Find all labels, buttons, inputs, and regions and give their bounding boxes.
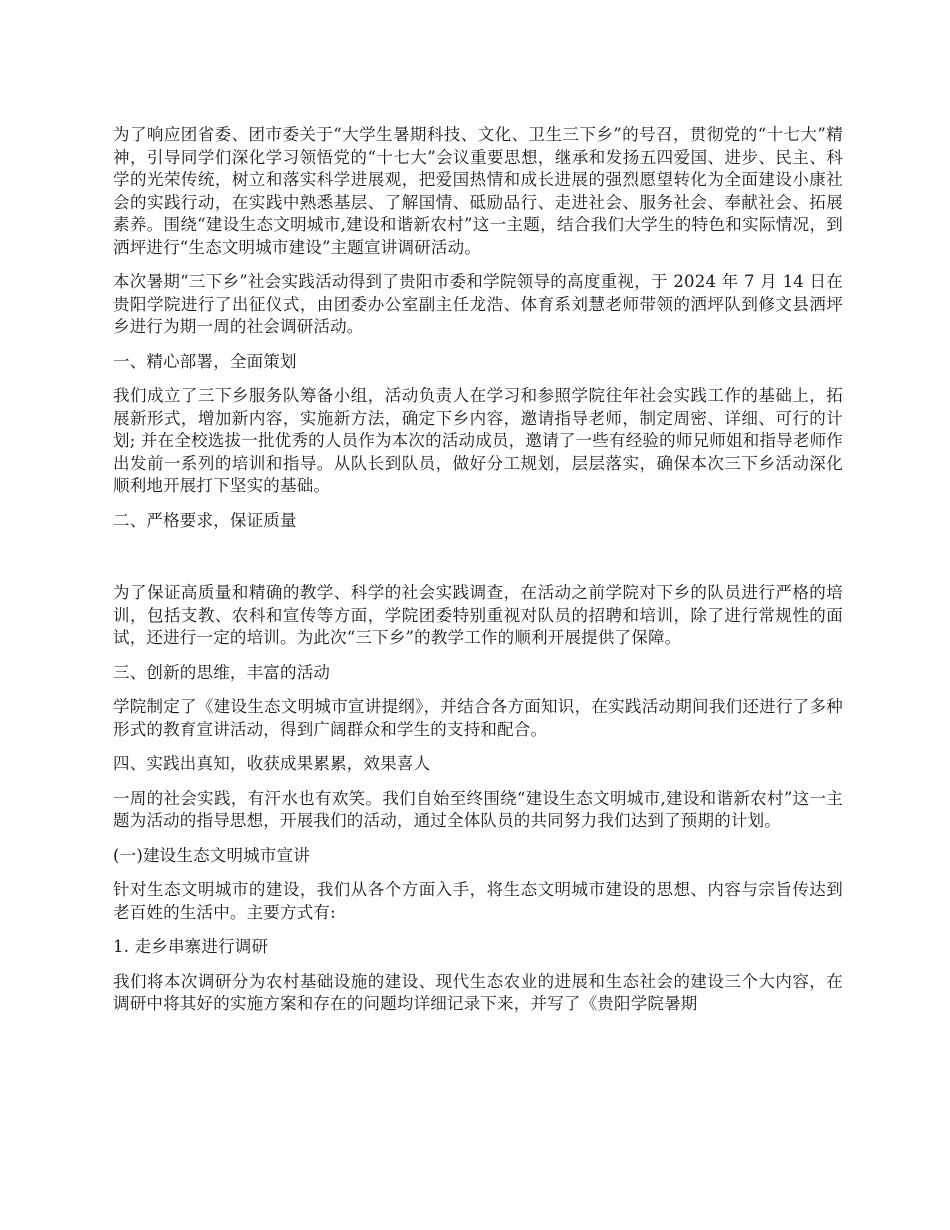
section-2-body: 为了保证高质量和精确的教学、科学的社会实践调查，在活动之前学院对下乡的队员进行严格的培训，包括支教、农科和宣传等方面，学院团委特别重视对队员的招聘和培训，除了进行常规性的面试，还进行一定的培训。为此次“三下乡”的教学工作的顺利开展提供了保障。: [113, 583, 843, 647]
section-4-heading: 四、实践出真知，收获成果累累，效果喜人: [113, 754, 431, 773]
section-4-body: 一周的社会实践，有汗水也有欢笑。我们自始至终围绕“建设生态文明城市,建设和谐新农村”这一主题为活动的指导思想，开展我们的活动，通过全体队员的共同努力我们达到了预期的计划。: [113, 788, 843, 830]
section-1-body: 我们成立了三下乡服务队筹备小组，活动负责人在学习和参照学院往年社会实践工作的基础上，拓展新形式，增加新内容，实施新方法，确定下乡内容，邀请指导老师，制定周密、详细、可行的计划; 并在全校选拔一批优秀的人员作为本次的活动成员，邀请了一些有经验的师兄师姐和指导老师作出发前一系列的培训和指导。从队长到队员，做好分工规划，层层落实，确保本次三下乡活动深化顺利地开展打下坚实的基础。: [113, 386, 843, 495]
subsection-1-body: 针对生态文明城市的建设，我们从各个方面入手，将生态文明城市建设的思想、内容与宗旨传达到老百姓的生活中。主要方式有:: [113, 880, 843, 922]
section-1-heading: 一、精心部署，全面策划: [113, 351, 297, 371]
intro-paragraph-2: 本次暑期“三下乡”社会实践活动得到了贵阳市委和学院领导的高度重视，于 2024 年 7 月 14 日在贵阳学院进行了出征仪式，由团委办公室副主任龙浩、体育系刘慧老师带领的洒坪队到修文县洒坪乡进行为期一周的社会调研活动。: [113, 272, 843, 336]
document-page: [113, 124, 843, 1028]
item-1-heading: 1. 走乡串寨进行调研: [113, 937, 269, 956]
section-spacer: [113, 544, 843, 582]
intro-paragraph-1: 为了响应团省委、团市委关于“大学生暑期科技、文化、卫生三下乡”的号召，贯彻党的“十七大”精神，引导同学们深化学习领悟党的“十七大”会议重要思想，继承和发扬五四爱国、进步、民主、科学的光荣传统，树立和落实科学进展观，把爱国热情和成长进展的强烈愿望转化为全面建设小康社会的实践行动，在实践中熟悉基层、了解国情、砥励品行、走进社会、服务社会、奉献社会、拓展素养。围绕“建设生态文明城市,建设和谐新农村”这一主题，结合我们大学生的特色和实际情况，到洒坪进行“生态文明城市建设”主题宣讲调研活动。: [113, 125, 843, 257]
section-3-body: 学院制定了《建设生态文明城市宣讲提纲》，并结合各方面知识，在实践活动期间我们还进行了多种形式的教育宣讲活动，得到广阔群众和学生的支持和配合。: [113, 697, 843, 739]
section-3-heading: 三、创新的思维，丰富的活动: [113, 662, 331, 682]
item-1-body: 我们将本次调研分为农村基础设施的建设、现代生态农业的进展和生态社会的建设三个大内容，在调研中将其好的实施方案和存在的问题均详细记录下来，并写了《贵阳学院暑期: [113, 971, 843, 1013]
section-2-heading: 二、严格要求，保证质量: [113, 510, 297, 530]
subsection-1-heading: (一)建设生态文明城市宣讲: [113, 845, 310, 865]
